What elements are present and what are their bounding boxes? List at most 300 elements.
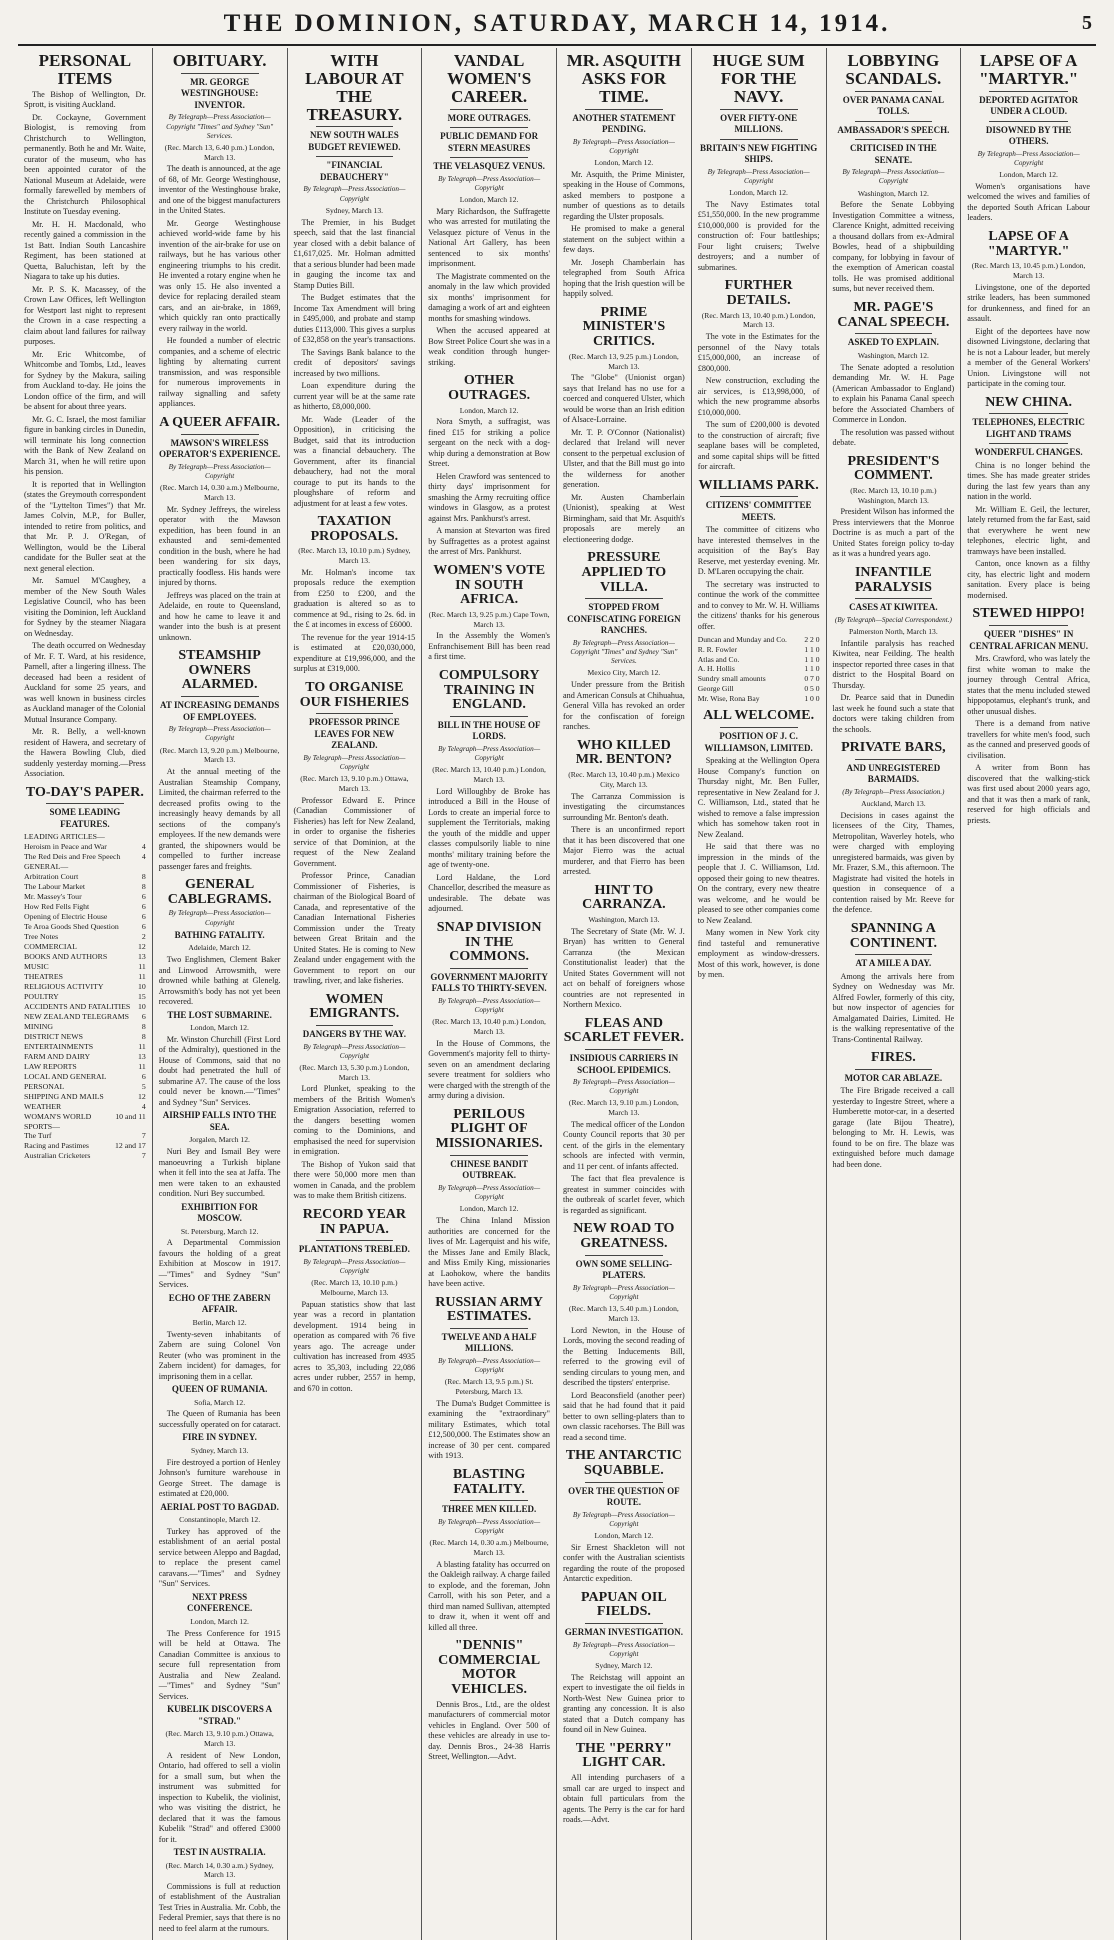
article-body: [294, 1084, 416, 1202]
paragraph: Lord Haldane, the Lord Chancellor, described the measure as undesirable. The debate was adjourned.: [428, 872, 550, 914]
subheadline: AT INCREASING DEMANDS OF EMPLOYEES.: [160, 700, 280, 722]
subheadline: OVER THE QUESTION OF ROUTE.: [568, 1485, 680, 1508]
headline: PERSONAL ITEMS: [38, 51, 132, 88]
article-body: [159, 767, 281, 872]
article-body: [159, 1629, 281, 1703]
subheadline: CHINESE BANDIT OUTBREAK.: [450, 1158, 529, 1181]
dateline: Mexico City, March 12.: [587, 668, 661, 678]
contents-row: [24, 1082, 146, 1092]
subscription-row: [698, 635, 820, 645]
contents-section: NEW ZEALAND TELEGRAMS: [24, 1011, 129, 1021]
story: [563, 1017, 685, 1217]
byline: By Telegraph—Press Association—Copyright: [168, 909, 271, 927]
byline: By Telegraph—Press Association—Copyright: [303, 753, 406, 772]
divider: [316, 1240, 394, 1241]
subscription-amount: 1 1 0: [804, 664, 820, 674]
article-body: [563, 680, 685, 733]
subheadline: AND UNREGISTERED BARMAIDS.: [846, 762, 941, 785]
paragraph: The "Globe" (Unionist organ) says that Ireland has no use for a coerced and conquered Ulster, which would be worse than an Irish edition of Alsace-Lorraine.: [563, 373, 685, 425]
subheadline: "FINANCIAL DEBAUCHERY": [320, 160, 389, 182]
contents-section: LAW REPORTS: [24, 1061, 77, 1071]
paragraph: Lord Newton, in the House of Lords, moving the second reading of the Betting Inducements Bill, referred to the growing evil of sending circulars to young men, and described the tipsters' enterprise.: [563, 1325, 685, 1388]
byline: By Telegraph—Press Association—Copyright: [438, 174, 541, 192]
contents-page: 4: [141, 1101, 146, 1111]
paragraph: The medical officer of the London County Council reports that 30 per cent. of the girls in the elementary schools are infected with vermin, and 11 per cent. of infants affected.: [563, 1119, 685, 1171]
paragraph: The Press Conference for 1915 will be held at Ottawa. The Canadian Committee is anxious to secure full representation from Australia and New Zealand.—"Times" and Sydney "Sun" Services.: [158, 1628, 281, 1701]
dateline: Constantinople, March 12.: [179, 1515, 261, 1525]
paragraph: The Premier, in his Budget speech, said that the last financial year closed with a debit balance of £1,617,025. Mr. Holman admitted that a serious blunder had been made in gauging the income tax and Stamp Duties Bill.: [293, 217, 416, 290]
paragraph: The Carranza Commission is investigating the circumstances surrounding Mr. Benton's death.: [563, 791, 685, 822]
contents-section: POULTRY: [24, 991, 59, 1001]
divider: [855, 759, 933, 760]
paragraph: Under pressure from the British and American Consuls at Chihuahua, General Villa has revoked an order for the confiscation of foreign ranches.: [563, 680, 685, 732]
section-heading: ECHO OF THE ZABERN AFFAIR.: [168, 1292, 271, 1315]
headline: FURTHER DETAILS.: [724, 278, 793, 308]
paragraph: The Duma's Budget Committee is examining the "extraordinary" military Estimates, which total £12,500,000. The Estimates show an increase of 30 per cent. compared with 1913.: [428, 1398, 550, 1461]
byline: (By Telegraph—Special Correspondent.): [834, 615, 952, 624]
contents-section: SPORTS—: [24, 1121, 60, 1131]
paragraph: A mansion at Stevarton was fired by Suffragettes as a protest against the arrest of Mrs. Pankhurst.: [428, 526, 550, 557]
contents-row: [24, 882, 146, 892]
subscription-row: [698, 645, 820, 655]
story: [159, 52, 281, 410]
subheadline: DANGERS BY THE WAY.: [302, 1029, 406, 1040]
story: [159, 416, 281, 643]
subscriber-name: George Gill: [697, 683, 734, 693]
article-body: [833, 363, 955, 449]
section-heading: TEST IN AUSTRALIA.: [173, 1847, 266, 1857]
paragraph: Lord Plunket, speaking to the members of the British Women's Emigration Association, referred to the dangers besetting women coming to the Dominions, and emphasised the need for supervision in emigration.: [293, 1084, 416, 1157]
headline: LAPSE OF A "MARTYR.": [979, 51, 1079, 88]
article-body: [159, 1238, 281, 1291]
article-body: [563, 1543, 685, 1585]
article-body: [833, 1086, 955, 1170]
story: [833, 455, 955, 560]
headline: HUGE SUM FOR THE NAVY.: [712, 51, 805, 106]
divider: [450, 1328, 528, 1329]
contents-section: How Red Fells Fight: [24, 902, 90, 912]
paragraph: A resident of New London, Ontario, had offered to sell a violin for a small sum, but when the instrument was submitted for inspection to Kubelik, the violinist, who was visiting the district, he declared that it was the famous Kubelik "Strad" and offered £3000 for it.: [158, 1750, 281, 1844]
article-body: [294, 568, 416, 675]
dateline: (Rec. March 13, 9.25 p.m.) Cape Town, March 13.: [428, 609, 550, 629]
article-body: [428, 417, 550, 558]
paragraph: Infantile paralysis has reached Kiwitea, near Feilding. The health inspector reported three cases in that district to the Hospital Board on Thursday.: [832, 638, 955, 690]
story: [294, 515, 416, 675]
article-body: [563, 373, 685, 545]
subheadline: GOVERNMENT MAJORITY FALLS TO THIRTY-SEVEN.: [430, 971, 548, 994]
story: [24, 786, 146, 1162]
paragraph: Mr. R. Belly, a well-known resident of Hawera, and secretary of the Hawera Bowling Club, died suddenly yesterday morning.—Press Association.: [24, 727, 146, 779]
story: [428, 564, 550, 663]
divider: [181, 73, 259, 74]
story: [294, 681, 416, 987]
dateline: (Rec. March 13, 9.10 p.m.) Ottawa, March 13.: [165, 1729, 274, 1748]
headline: FLEAS AND SCARLET FEVER.: [563, 1015, 685, 1046]
subscription-row: [698, 684, 820, 694]
contents-row: [24, 922, 146, 932]
contents-section: Racing and Pastimes: [24, 1141, 89, 1151]
divider: [450, 968, 528, 969]
section-heading: BATHING FATALITY.: [174, 929, 265, 940]
contents-section: Australian Cricketers: [24, 1151, 91, 1161]
contents-row: [24, 832, 146, 842]
subheadline: INSIDIOUS CARRIERS IN SCHOOL EPIDEMICS.: [569, 1052, 679, 1075]
byline: By Telegraph—Press Association—Copyright: [572, 137, 675, 155]
dateline: (Rec. March 13, 10.40 p.m.) London, March 13.: [432, 765, 546, 785]
subscriber-name: Duncan and Munday and Co.: [697, 635, 787, 645]
paragraph: Many women in New York city find tasteful and remunerative employment as window-dressers. Most of this work, however, is done by men.: [697, 928, 820, 980]
divider: [720, 496, 798, 497]
paragraph: There is a demand from native travellers for white men's food, such as the canned and preserved goods of civilisation.: [967, 719, 1090, 760]
subheadline: OVER PANAMA CANAL TOLLS.: [842, 94, 945, 117]
contents-row: [24, 1022, 146, 1032]
headline: PRESSURE APPLIED TO VILLA.: [581, 550, 667, 595]
paragraph: Mr. Eric Whitcombe, of Whitcombe and Tombs, Ltd., leaves for Sydney by the Makura, sailing from Auckland to-day. He joins the London office of the firm, and will be absent for about three years.: [24, 349, 146, 412]
contents-page: 8: [141, 1021, 146, 1031]
contents-row: [24, 982, 146, 992]
subheadline: ANOTHER STATEMENT PENDING.: [572, 112, 676, 135]
dateline: London, March 12.: [729, 188, 788, 198]
contents-section: Te Aroa Goods Shed Question: [24, 922, 119, 932]
subscriber-name: R. R. Fowler: [697, 645, 737, 654]
contents-page: 11: [138, 971, 146, 981]
headline: WILLIAMS PARK.: [698, 477, 819, 493]
paragraph: The Queen of Rumania has been successfully operated on for cataract.: [158, 1409, 281, 1429]
contents-section: LEADING ARTICLES—: [24, 832, 105, 842]
contents-row: [24, 902, 146, 912]
paragraph: Mr. Sydney Jeffreys, the wireless operator with the Mawson expedition, has been found in an exhausted and semi-demented condition in the bush, where he had been wandering for six days, practically foodless. His hands were injured by thorns.: [158, 504, 281, 588]
subscription-amount: 0 5 0: [804, 683, 820, 693]
subheadline: THREE MEN KILLED.: [441, 1504, 537, 1515]
divider: [855, 598, 933, 599]
story: [833, 1051, 955, 1170]
divider: [989, 443, 1068, 444]
paragraph: Papuan statistics show that last year was a record in plantation development. 1914 being in operation as compared with 76 five years ago. The acreage under cultivation has increased from 4935 acres to 35,303, including 22,086 acres under rubber, 2557 in hemp, and 670 in cotton.: [293, 1299, 416, 1393]
dateline: (Rec. March 14, 0.30 a.m.) Melbourne, March 13.: [160, 483, 280, 502]
story: [563, 306, 685, 546]
subheadline: SOME LEADING FEATURES.: [49, 807, 121, 829]
subscription-amount: 0 7 0: [804, 674, 820, 684]
contents-row: [24, 1141, 146, 1151]
contents-row: [24, 872, 146, 882]
paragraph: Mary Richardson, the Suffragette who was arrested for mutilating the Velasquez picture of Venus in the National Art Gallery, has been sentenced to six months' imprisonment.: [428, 206, 550, 269]
paragraph: The Fire Brigade received a call yesterday to Ingestre Street, where a Humberette motor-car, in a deserted garage (late Bijou Theatre), belonging to Mr. H. Lewis, was found to be on fire. The blaze was extinguished before much damage had been done.: [832, 1086, 955, 1169]
section-heading: THE LOST SUBMARINE.: [167, 1009, 272, 1020]
contents-page: 10: [137, 1001, 146, 1011]
contents-page: 10: [137, 981, 146, 991]
divider: [855, 121, 933, 122]
headline: HINT TO CARRANZA.: [582, 882, 666, 913]
paragraph: Mr. William E. Geil, the lecturer, lately returned from the far East, said that everywhere he went new telephones, electric light, and tramways have been installed.: [967, 504, 1090, 556]
subheadline: OVER FIFTY-ONE MILLIONS.: [720, 112, 798, 135]
subheadline: CRITICISED IN THE SENATE.: [849, 143, 937, 165]
story: [563, 1222, 685, 1443]
story: [428, 1108, 550, 1290]
section-heading: NEXT PRESS CONFERENCE.: [186, 1591, 253, 1614]
headline: TO ORGANISE OUR FISHERIES: [299, 679, 410, 710]
subheadline: ASKED TO EXPLAIN.: [847, 337, 939, 348]
dateline: Sofia, March 12.: [194, 1397, 246, 1407]
headline: WHO KILLED MR. BENTON?: [575, 737, 672, 768]
contents-page: 7: [141, 1151, 146, 1161]
contents-page: 11: [138, 1061, 146, 1071]
section-heading: QUEEN OF RUMANIA.: [171, 1384, 268, 1395]
article-body: [563, 170, 685, 300]
story: [294, 993, 416, 1202]
headline: MR. ASQUITH ASKS FOR TIME.: [566, 51, 682, 106]
contents-page: 8: [141, 1031, 146, 1041]
contents-row: [24, 952, 146, 962]
subheadline: MAWSON'S WIRELESS OPERATOR'S EXPERIENCE.: [159, 437, 281, 460]
divider: [450, 1155, 528, 1156]
article-body: [159, 505, 281, 644]
subheadline: BRITAIN'S NEW FIGHTING SHIPS.: [700, 142, 818, 165]
story: [967, 230, 1090, 390]
headline: TO-DAY'S PAPER.: [25, 784, 144, 800]
headline: THE ANTARCTIC SQUABBLE.: [565, 1448, 682, 1478]
section-heading: EXHIBITION FOR MOSCOW.: [181, 1201, 258, 1224]
dateline: Sydney, March 13.: [325, 205, 384, 215]
divider: [989, 91, 1068, 92]
contents-row: [24, 992, 146, 1002]
paragraph: He founded a number of electric companies, and a scheme of electric lighting by alternating current transmission, and was responsible for numerous improvements in railway signalling and safety appliances.: [158, 336, 281, 409]
paragraph: The Bishop of Yukon said that there were 50,000 more men than women in Canada, and the problem was to make them British citizens.: [293, 1159, 416, 1201]
byline: By Telegraph—Press Association—Copyright: [842, 168, 945, 186]
contents-page: 8: [141, 872, 146, 882]
story: [698, 709, 820, 980]
subscriber-name: Mr. Wise, Rona Bay: [697, 693, 760, 703]
contents-section: ENTERTAINMENTS: [24, 1041, 94, 1051]
contents-row: [24, 1032, 146, 1042]
article-body: [159, 1035, 281, 1109]
paragraph: Canton, once known as a filthy city, has electric light and modern sanitation. Every place is being modernised.: [967, 559, 1090, 600]
article-body: [428, 1039, 550, 1102]
divider: [316, 713, 394, 714]
contents-section: The Labour Market: [24, 882, 86, 892]
byline: By Telegraph—Press Association—Copyright: [438, 1517, 541, 1535]
story: [967, 396, 1090, 602]
headline: SNAP DIVISION IN THE COMMONS.: [436, 919, 542, 965]
dateline: (Rec. March 13, 10.45 p.m.) London, March 13.: [971, 261, 1086, 280]
subscriber-name: Sundry small amounts: [697, 674, 766, 684]
dateline: (Rec. March 13, 10.10 p.m.) Washington, March 13.: [850, 485, 937, 505]
contents-row: [24, 1002, 146, 1012]
dateline: (Rec. March 13, 9.10 p.m.) Ottawa, March 13.: [300, 774, 409, 793]
article-body: [833, 507, 955, 560]
paragraph: Turkey has approved of the establishment of an aerial postal service between Aleppo and Bagdad, to replace the present camel caravans.—"Times" and Sydney "Sun" Services.: [158, 1526, 281, 1589]
subheadline: CASES AT KIWITEA.: [849, 602, 938, 613]
paragraph: Nora Smyth, a suffragist, was fined £15 for striking a police sergeant on the neck with a dog-whip during a demonstration at Bow Street.: [428, 417, 550, 469]
dateline: (Rec. March 13, 5.40 p.m.) London, March 13.: [568, 1304, 679, 1323]
story: [563, 884, 685, 1011]
paragraph: A Departmental Commission favours the holding of a great Exhibition at Moscow in 1917.—"Times" and Sydney "Sun" Services.: [158, 1238, 281, 1290]
paragraph: A writer from Bonn has discovered that the walking-stick was first used about 2000 years ago, and that it was then a mark of rank, reserved for high officials and priests.: [967, 763, 1090, 825]
story: [833, 922, 955, 1045]
subheadline: PUBLIC DEMAND FOR STERN MEASURES: [440, 131, 539, 153]
contents-row: [24, 1062, 146, 1072]
subheadline: PROFESSOR PRINCE LEAVES FOR NEW ZEALAND.: [308, 717, 400, 751]
paragraph: There is an unconfirmed report that it has been discovered that one Major Fierro was the actual murderer, and that Fierro has been arrested.: [563, 825, 685, 877]
contents-page: 15: [137, 991, 146, 1001]
headline: STEWED HIPPO!: [972, 606, 1085, 622]
headline: PRIME MINISTER'S CRITICS.: [582, 304, 666, 350]
article-body: [159, 1882, 281, 1935]
headline: OTHER OUTRAGES.: [448, 373, 531, 403]
column-1: [18, 48, 153, 1940]
article-body: [833, 200, 955, 295]
contents-section: MUSIC: [24, 962, 49, 971]
paragraph: President Wilson has informed the Press interviewers that the Monroe Doctrine is as much a part of the United States foreign policy to-day as it was a hundred years ago.: [832, 507, 955, 559]
paragraph: It is reported that in Wellington (states the Greymouth correspondent of the "Lyttelton Times") that Mr. James Colvin, M.P., for Buller, intended to retire from politics, and that Mr. P. J. O'Regan, of Wellington, would be the Liberal candidate for the Buller seat at the next general election.: [24, 479, 146, 573]
headline: WITH LABOUR AT THE TREASURY.: [305, 51, 404, 124]
masthead: [18, 8, 1096, 46]
subheadline: DISOWNED BY THE OTHERS.: [985, 124, 1072, 147]
headline: OBITUARY.: [172, 51, 267, 70]
contents-page: 6: [141, 912, 146, 922]
paragraph: Lord Willoughby de Broke has introduced a Bill in the House of Lords to create an imperial force to supplement the Territorials, making the youth of the middle and upper classes compulsorily liable to nine months' military training before the age of twenty-one.: [428, 786, 550, 870]
divider: [585, 598, 663, 599]
divider: [585, 109, 663, 110]
article-body: [698, 332, 820, 473]
contents-list: [24, 832, 146, 1161]
article-body: [159, 1527, 281, 1590]
contents-row: [24, 942, 146, 952]
contents-page: 5: [141, 1081, 146, 1091]
section-heading: FIRE IN SYDNEY.: [182, 1432, 257, 1443]
paragraph: The revenue for the year 1914-15 is estimated at £20,030,000, expenditure at £19,996,000, and the surplus at £319,000.: [293, 632, 416, 674]
headline: NEW CHINA.: [985, 394, 1073, 410]
paragraph: Dr. Cockayne, Government Biologist, is removing from Christchurch to Wellington, permanently. Both he and Mr. Waite, curator of the museum, who has been appointed curator of the National Museum at Adelaide, were formally farewelled by members of the Christchurch Philosophical Institute on Tuesday evening.: [24, 112, 146, 217]
section-heading: KUBELIK DISCOVERS A "STRAD.": [167, 1704, 273, 1726]
headline: PERILOUS PLIGHT OF MISSIONARIES.: [435, 1106, 543, 1152]
contents-section: Heroism in Peace and War: [24, 842, 107, 852]
subheadline: PLANTATIONS TREBLED.: [298, 1244, 410, 1255]
article-body: [428, 1560, 550, 1634]
story: [833, 741, 955, 916]
story: [428, 1296, 550, 1462]
subheadline: AT A MILE A DAY.: [855, 958, 932, 969]
dateline: (Rec. March 13, 9.5 p.m.) St. Petersburg, March 13.: [444, 1377, 534, 1397]
contents-row: [24, 892, 146, 902]
paragraph: The sum of £200,000 is devoted to the construction of aircraft; five seaplane bases will be completed, and some capital ships will be fitted for aircraft.: [697, 420, 820, 472]
contents-section: Arbitration Court: [24, 872, 79, 882]
article-body: [698, 756, 820, 981]
paragraph: A blasting fatality has occurred on the Oakleigh railway. A charge failed to explode, and the foreman, John Carroll, with his son Peter, and a third man named Sullivan, attempted to draw it, when it went off and killed all three.: [428, 1559, 550, 1632]
subheadline: OWN SOME SELLING-PLATERS.: [575, 1258, 673, 1281]
article-body: [967, 182, 1090, 224]
contents-row: [24, 912, 146, 922]
story: [967, 607, 1090, 826]
contents-page: 12: [137, 1091, 146, 1101]
paragraph: He promised to make a general statement on the subject within a few days.: [563, 224, 685, 255]
byline: By Telegraph—Press Association—Copyright "Times" and Sydney "Sun" Services.: [166, 113, 274, 140]
paragraph: Loan expenditure during the current year will be at the same rate as hitherto, £8,000,000.: [293, 381, 416, 412]
contents-page: 4: [141, 842, 146, 852]
column-5: [557, 48, 692, 1940]
paragraph: Women's organisations have welcomed the wives and families of the deported South African Labour leaders.: [967, 181, 1090, 223]
headline: A QUEER AFFAIR.: [159, 414, 280, 430]
story: [159, 878, 281, 1934]
byline: By Telegraph—Press Association—Copyright: [572, 1283, 675, 1302]
divider: [316, 156, 394, 157]
dateline: Washington, March 13.: [588, 914, 660, 924]
article-body: [428, 1216, 550, 1290]
divider: [720, 109, 798, 110]
paragraph: Lord Beaconsfield (another peer) said that he had found that it paid better to own selling-platers than to own classic racehorses. The Bill was read a second time.: [563, 1390, 685, 1442]
divider: [585, 1255, 663, 1256]
article-body: [159, 955, 281, 1008]
headline: WOMEN EMIGRANTS.: [309, 991, 400, 1022]
dateline: Sydney, March 13.: [190, 1445, 249, 1455]
story: [563, 739, 685, 878]
paragraph: Eight of the deportees have now disowned Livingstone, declaring that he is not a Labour leader, but merely a member of the General Workers' Union. Livingstone will not participate in the coming tour.: [967, 326, 1090, 389]
paragraph: Nuri Bey and Ismail Bey were manoeuvring a Turkish biplane when it fell into the sea at Jaffa. The men were taken to an exhausted condition. Nuri Bey succumbed.: [158, 1147, 281, 1199]
column-8: [961, 48, 1096, 1940]
dateline: London, March 12.: [594, 1531, 654, 1541]
article-body: [159, 164, 281, 410]
paragraph: Helen Crawford was sentenced to thirty days' imprisonment for smashing the Army recruiting office windows in Glasgow, as a protest against Mrs. Pankhurst's arrest.: [428, 471, 550, 523]
headline: MR. PAGE'S CANAL SPEECH.: [837, 299, 950, 330]
contents-page: 12: [137, 942, 146, 952]
byline: By Telegraph—Press Association—Copyright: [438, 744, 541, 763]
column-4: [422, 48, 557, 1940]
contents-section: DISTRICT NEWS: [24, 1031, 83, 1041]
paragraph: The Reichstag will appoint an expert to investigate the oil fields in North-West New Guinea prior to granting any concession. It is also stated that a Dutch company has found oil in New Guinea.: [563, 1672, 685, 1735]
byline: By Telegraph—Press Association—Copyright: [303, 1042, 406, 1060]
paragraph: The death occurred on Wednesday of Mr. F. T. Ward, at his residence, Parnell, after a lingering illness. The deceased had been a resident of Auckland for some 25 years, and was well known in business circles as Auckland manager of the Colonial Mutual Insurance Company.: [24, 641, 146, 724]
paragraph: Mrs. Crawford, who was lately the first white woman to make the journey through Central Africa, states that the menu included stewed hippopotamus, elephant's trunk, and other unusual dishes.: [967, 654, 1090, 716]
story: [563, 1591, 685, 1736]
headline: THE "PERRY" LIGHT CAR.: [575, 1740, 673, 1771]
section-heading: AERIAL POST TO BAGDAD.: [160, 1501, 279, 1512]
contents-page: [134, 832, 146, 842]
subheadline: NEW SOUTH WALES BUDGET REVIEWED.: [308, 130, 401, 152]
contents-page: [134, 862, 146, 872]
divider: [316, 126, 394, 127]
subheadline: MOTOR CAR ABLAZE.: [844, 1072, 943, 1083]
divider: [855, 139, 933, 140]
paragraph: Mr. Joseph Chamberlain has telegraphed from South Africa hoping that the Irish question will be happily solved.: [563, 257, 685, 299]
paragraph: Mr. T. P. O'Connor (Nationalist) declared that Ireland will never consent to the perpetual exclusion of Ulster, and that the Bill must go into the wilderness for another generation.: [563, 427, 685, 490]
headline: VANDAL WOMEN'S CAREER.: [447, 51, 532, 106]
divider: [855, 1069, 933, 1070]
contents-page: 6: [141, 902, 146, 912]
story: [698, 52, 820, 273]
article-body: [159, 1330, 281, 1383]
story: [159, 649, 281, 872]
paragraph: Dennis Bros., Ltd., are the oldest manufacturers of commercial motor vehicles in England. Over 500 of these vehicles are already in use to-day. Dennis Bros., 24-38 Harris Street, Wellington.—Advt.: [428, 1699, 550, 1762]
dateline: (Rec. March 13, 10.10 p.m.) Melbourne, March 13.: [311, 1278, 398, 1298]
contents-page: 13: [137, 1051, 146, 1061]
paragraph: In the Assembly the Women's Enfranchisement Bill has been read a first time.: [428, 631, 550, 662]
subscription-row: [698, 655, 820, 665]
dateline: (Rec. March 13, 10.40 p.m.) London, March 13.: [701, 310, 816, 330]
subscription-row: [698, 674, 820, 684]
divider: [989, 413, 1068, 414]
divider: [585, 1482, 663, 1483]
subheadline: MORE OUTRAGES.: [447, 112, 531, 123]
paragraph: At the annual meeting of the Australian Steamship Company, Limited, the chairman referred to the decreased profits owing to the increasingly heavy demands by all sections of the company's employees. If the new demands were granted, the shipowners would be compelled to further increase passenger fares and freights.: [158, 767, 281, 871]
dateline: London, March 12.: [190, 1023, 249, 1033]
newspaper-title: THE DOMINION, SATURDAY, MARCH 14, 1914.: [223, 10, 891, 37]
headline: TAXATION PROPOSALS.: [310, 514, 399, 544]
subheadline: MR. GEORGE WESTINGHOUSE: INVENTOR.: [180, 76, 259, 110]
story: [428, 52, 550, 368]
dateline: Adelaide, March 12.: [188, 943, 251, 953]
contents-page: 11: [138, 1041, 146, 1051]
headline: WOMEN'S VOTE IN SOUTH AFRICA.: [433, 562, 546, 608]
column-3: [288, 48, 423, 1940]
